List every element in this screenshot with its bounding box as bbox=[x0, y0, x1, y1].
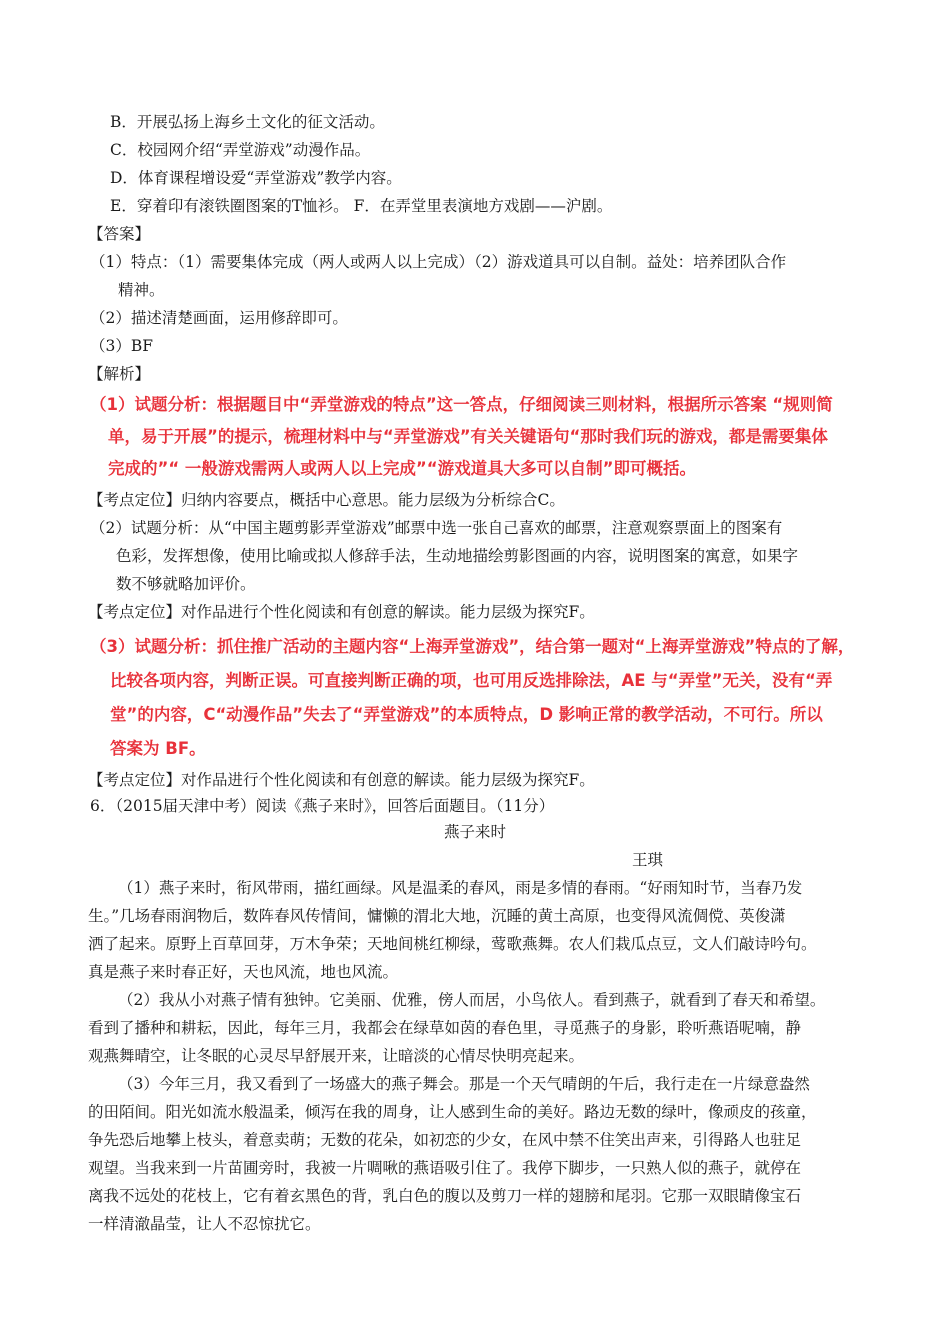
answer-1-line1: （1）特点：（1）需要集体完成（两人或两人以上完成）（2）游戏道具可以自制。益处：培养团队合作 bbox=[90, 253, 787, 271]
paragraph-2-line1: （2）我从小对燕子情有独钟。它美丽、优雅，傍人而居，小鸟依人。看到燕子，就看到了春天和希望。 bbox=[118, 991, 826, 1009]
analysis-1-line2: 单，易于开展”的提示，梳理材料中与“弄堂游戏”有关关键语句“那时我们玩的游戏，都是需要集体 bbox=[108, 427, 828, 446]
answer-2: （2）描述清楚画面，运用修辞即可。 bbox=[90, 309, 348, 327]
paragraph-3-line1: （3）今年三月，我又看到了一场盛大的燕子舞会。那是一个天气晴朗的午后，我行走在一片绿意盎然 bbox=[118, 1075, 810, 1093]
option-b: B．开展弘扬上海乡土文化的征文活动。 bbox=[110, 113, 385, 131]
key-point-2: 【考点定位】对作品进行个性化阅读和有创意的解读。能力层级为探究F。 bbox=[88, 603, 595, 621]
paragraph-3-line5: 离我不远处的花枝上，它有着玄黑色的背，乳白色的腹以及剪刀一样的翅膀和尾羽。它那一双眼睛像宝石 bbox=[88, 1187, 802, 1205]
paragraph-3-line4: 观望。当我来到一片苗圃旁时，我被一片啁啾的燕语吸引住了。我停下脚步，一只熟人似的燕子，就停在 bbox=[88, 1159, 802, 1177]
analysis-3-line2: 比较各项内容，判断正误。可直接判断正确的项，也可用反选排除法，AE 与“弄堂”无关，没有“弄 bbox=[110, 671, 833, 690]
article-title: 燕子来时 bbox=[443, 823, 506, 841]
question-6-prompt: 6．（2015届天津中考）阅读《燕子来时》，回答后面题目。（11分） bbox=[90, 797, 555, 815]
paragraph-1-line3: 洒了起来。原野上百草回芽，万木争荣；天地间桃红柳绿，莺歌燕舞。农人们栽瓜点豆，文人们敲诗吟句。 bbox=[88, 935, 817, 953]
answer-header: 【答案】 bbox=[88, 225, 151, 243]
analysis-2-line2: 色彩，发挥想像，使用比喻或拟人修辞手法，生动地描绘剪影图画的内容，说明图案的寓意，如果字 bbox=[116, 547, 799, 565]
paragraph-1-line1: （1）燕子来时，衔风带雨，描红画绿。风是温柔的春风，雨是多情的春雨。“好雨知时节，当春乃发 bbox=[118, 879, 803, 897]
answer-1-line2: 精神。 bbox=[118, 281, 165, 299]
analysis-3-line4: 答案为 BF。 bbox=[110, 739, 206, 758]
paragraph-1-line2: 生。”几场春雨润物后，数阵春风传情间，慵懒的渭北大地，沉睡的黄土高原，也变得风流倜傥、英俊潇 bbox=[88, 907, 786, 925]
analysis-3-line1: （3）试题分析：抓住推广活动的主题内容“上海弄堂游戏”，结合第一题对“上海弄堂游戏”特点的了解， bbox=[90, 637, 855, 656]
option-c: C．校园网介绍“弄堂游戏”动漫作品。 bbox=[110, 141, 371, 159]
answer-3: （3）BF bbox=[90, 337, 154, 355]
paragraph-1-line4: 真是燕子来时春正好，天也风流，地也风流。 bbox=[88, 963, 399, 981]
analysis-1-line1: （1）试题分析：根据题目中“弄堂游戏的特点”这一答点，仔细阅读三则材料，根据所示答案 “规则简 bbox=[90, 395, 833, 414]
analysis-2-line3: 数不够就略加评价。 bbox=[116, 575, 256, 593]
analysis-3-line3: 堂”的内容，C“动漫作品”失去了“弄堂游戏”的本质特点，D 影响正常的教学活动，不可行。所以 bbox=[110, 705, 823, 724]
option-e-f: E．穿着印有滚铁圈图案的T恤衫。 F．在弄堂里表演地方戏剧——沪剧。 bbox=[110, 197, 613, 215]
key-point-1: 【考点定位】归纳内容要点，概括中心意思。能力层级为分析综合C。 bbox=[88, 491, 565, 509]
key-point-3: 【考点定位】对作品进行个性化阅读和有创意的解读。能力层级为探究F。 bbox=[88, 771, 595, 789]
paragraph-2-line2: 看到了播种和耕耘，因此，每年三月，我都会在绿草如茵的春色里，寻觅燕子的身影，聆听燕语呢喃，静 bbox=[88, 1019, 802, 1037]
option-d: D．体育课程增设爱“弄堂游戏”教学内容。 bbox=[110, 169, 402, 187]
paragraph-2-line3: 观燕舞晴空，让冬眠的心灵尽早舒展开来，让暗淡的心情尽快明亮起来。 bbox=[88, 1047, 585, 1065]
analysis-2-line1: （2）试题分析：从“中国主题剪影弄堂游戏”邮票中选一张自己喜欢的邮票，注意观察票面上的图案有 bbox=[90, 519, 783, 537]
article-author: 王琪 bbox=[632, 851, 664, 869]
analysis-1-line3: 完成的”“ 一般游戏需两人或两人以上完成”“游戏道具大多可以自制”即可概括。 bbox=[108, 459, 696, 478]
paragraph-3-line2: 的田陌间。阳光如流水般温柔，倾泻在我的周身，让人感到生命的美好。路边无数的绿叶，像顽皮的孩童， bbox=[88, 1103, 817, 1121]
paragraph-3-line3: 争先恐后地攀上枝头，着意卖萌；无数的花朵，如初恋的少女，在风中禁不住笑出声来，引得路人也驻足 bbox=[88, 1131, 802, 1149]
paragraph-3-line6: 一样清澈晶莹，让人不忍惊扰它。 bbox=[88, 1215, 321, 1233]
analysis-header: 【解析】 bbox=[88, 365, 151, 383]
